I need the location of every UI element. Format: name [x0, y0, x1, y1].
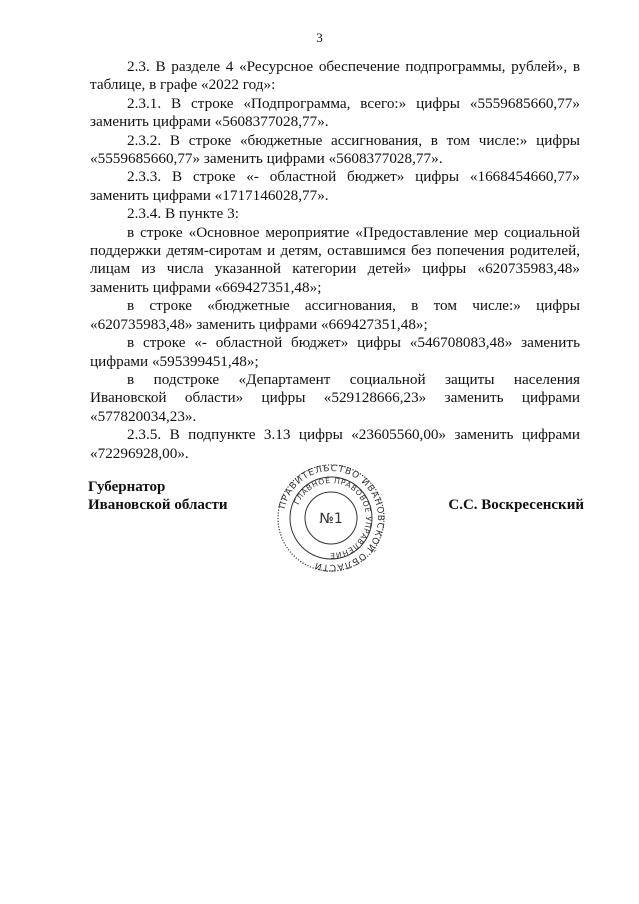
signatory-position	[88, 478, 228, 514]
stamp-number: №1	[319, 511, 343, 527]
paragraph-main-measure: в строке «Основное мероприятие «Предоставление мер социальной поддержки детям-сиротам и детям, оставшимся без попечения родителей, лицам из числа указанной категории детей» цифры «620735983,48» заменить цифрами «669427351,48»;	[90, 223, 580, 296]
document-body	[90, 58, 580, 463]
paragraph-2-3-3: 2.3.3. В строке «- областной бюджет» цифры «1668454660,77» заменить цифрами «1717146028,77».	[90, 168, 580, 204]
page-number: 3	[316, 30, 323, 45]
paragraph-regional-budget: в строке «- областной бюджет» цифры «546708083,48» заменить цифрами «595399451,48»;	[90, 334, 580, 370]
position-line-2: Ивановской области	[88, 497, 228, 513]
paragraph-department: в подстроке «Департамент социальной защиты населения Ивановской области» цифры «529128666,23» заменить цифрами «577820034,23».	[90, 370, 580, 425]
stamp-outer-text: ПРАВИТЕЛЬСТВО ИВАНОВСКОЙ ОБЛАСТИ	[277, 463, 386, 573]
paragraph-2-3-4: 2.3.4. В пункте 3:	[127, 205, 239, 223]
position-line-1: Губернатор	[88, 479, 166, 495]
paragraph-budget-allocations: в строке «бюджетные ассигнования, в том числе:» цифры «620735983,48» заменить цифрами «669427351,48»;	[90, 297, 580, 333]
signature-block	[0, 463, 639, 573]
paragraph-2-3-1: 2.3.1. В строке «Подпрограмма, всего:» цифры «5559685660,77» заменить цифрами «5608377028,77».	[90, 94, 580, 131]
paragraph-2-3-2: 2.3.2. В строке «бюджетные ассигнования, в том числе:» цифры «5559685660,77» заменить цифрами «5608377028,77».	[90, 131, 580, 168]
official-stamp	[276, 463, 386, 573]
stamp-inner-text: ГЛАВНОЕ ПРАВОВОЕ УПРАВЛЕНИЕ	[292, 475, 374, 561]
paragraph-2-3-5: 2.3.5. В подпункте 3.13 цифры «23605560,00» заменить цифрами «72296928,00».	[90, 426, 580, 462]
paragraph-2-3: 2.3. В разделе 4 «Ресурсное обеспечение подпрограммы, рублей», в таблице, в графе «2022 год»:	[90, 58, 580, 94]
signatory-name: С.С. Воскресенский	[448, 497, 584, 513]
